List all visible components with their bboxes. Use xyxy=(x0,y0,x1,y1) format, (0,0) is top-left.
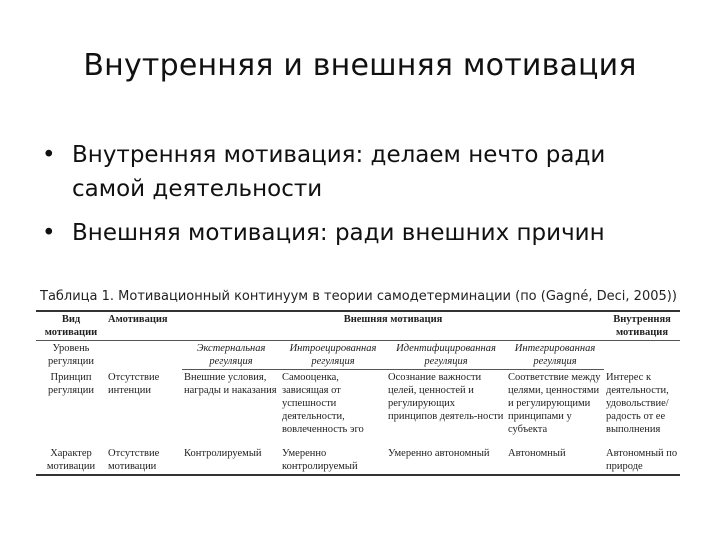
table-row xyxy=(36,437,680,475)
table-cell: Соответствие между целями, ценностями и регулирующими принципами у субъекта xyxy=(508,372,601,435)
subheader-identified: Идентифицированная регуляция xyxy=(386,341,506,370)
header-amotivation: Амотивация xyxy=(106,311,182,341)
table-caption: Таблица 1. Мотивационный континуум в теории самодетерминации (по (Gagné, Deci, 2005)) xyxy=(40,289,677,304)
bullet-item-intrinsic xyxy=(42,138,682,206)
motivation-table xyxy=(36,310,680,476)
table-subheader-row xyxy=(36,341,680,370)
table-cell: Автономный по природе xyxy=(606,448,678,472)
subheader-introjected: Интроецированная регуляция xyxy=(280,341,386,370)
table-cell: Умеренно контролируемый xyxy=(282,448,358,472)
table-cell: Внешние условия, награды и наказания xyxy=(184,372,277,396)
bullet-text: Внутренняя мотивация: делаем нечто ради самой деятельности xyxy=(72,142,606,202)
table-cell: Отсутствие мотивации xyxy=(108,448,160,472)
bullet-text: Внешняя мотивация: ради внешних причин xyxy=(72,220,605,246)
table-cell: Отсутствие интенции xyxy=(108,371,160,396)
table-row xyxy=(36,370,680,438)
header-extrinsic: Внешняя мотивация xyxy=(343,314,443,325)
subheader-external: Экстернальная регуляция xyxy=(182,341,280,370)
empty-cell xyxy=(604,341,680,370)
row-label-regulation-level: Уровень регуляции xyxy=(48,343,94,367)
bullet-list xyxy=(42,138,682,260)
table-header-row xyxy=(36,311,680,341)
bullet-item-extrinsic xyxy=(42,216,682,250)
slide-title: Внутренняя и внешняя мотивация xyxy=(83,48,637,83)
table-cell: Самооценка, зависящая от успешности деятельности, вовлеченность эго xyxy=(282,372,364,435)
row-label: Принцип регуляции xyxy=(48,371,94,396)
table-cell: Умеренно автономный xyxy=(388,448,490,459)
table-cell: Осознание важности целей, ценностей и регулирующих принципов деятель-ности xyxy=(388,372,504,422)
table-cell: Интерес к деятельности, удовольствие/ радость от ее выполнения xyxy=(606,371,669,435)
subheader-integrated: Интегрированная регуляция xyxy=(506,341,604,370)
header-motivation-type: Вид мотивации xyxy=(36,311,106,341)
table-cell: Автономный xyxy=(508,448,566,459)
table-cell: Контролируемый xyxy=(184,448,262,459)
row-label: Характер мотивации xyxy=(46,448,96,472)
empty-cell xyxy=(106,341,182,370)
bullet-marker: • xyxy=(42,220,56,246)
bullet-marker: • xyxy=(42,142,56,168)
header-intrinsic: Внутренняя мотивация xyxy=(604,311,680,341)
